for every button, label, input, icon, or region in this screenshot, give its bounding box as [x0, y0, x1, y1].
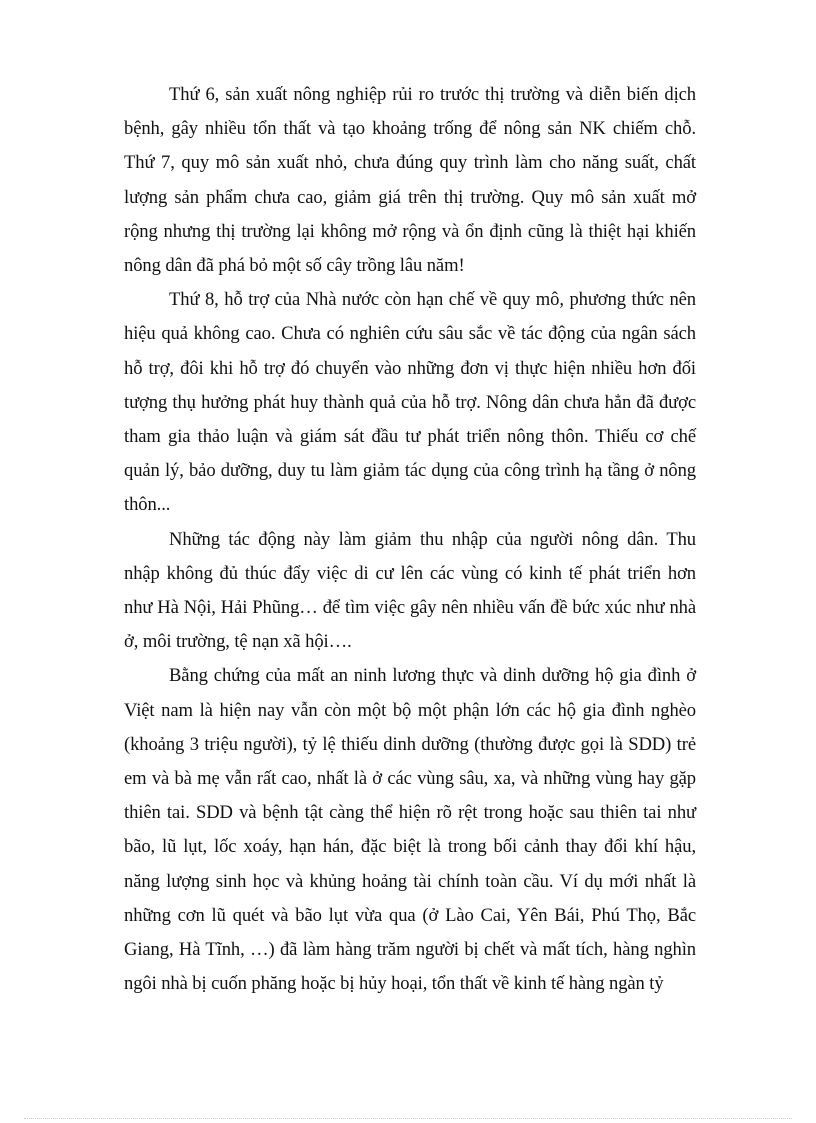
text-line: nông dân đã phá bỏ một số cây trồng lâu năm!: [124, 255, 465, 277]
text-line: bão, lũ lụt, lốc xoáy, hạn hán, đặc biệt là trong bối cảnh thay đổi khí hậu,: [124, 836, 696, 858]
text-line: quản lý, bảo dưỡng, duy tu làm giảm tác dụng của công trình hạ tầng ở nông: [124, 460, 696, 482]
text-line: ngôi nhà bị cuốn phăng hoặc bị hủy hoại, tổn thất về kinh tế hàng ngàn tỷ: [124, 973, 664, 995]
paragraph: [124, 659, 696, 1001]
text-line: hiệu quả không cao. Chưa có nghiên cứu sâu sắc về tác động của ngân sách: [124, 323, 696, 345]
text-line: Giang, Hà Tĩnh, …) đã làm hàng trăm người bị chết và mất tích, hàng nghìn: [124, 939, 696, 961]
text-line: lượng sản phẩm chưa cao, giảm giá trên thị trường. Quy mô sản xuất mở: [124, 186, 696, 208]
text-line: Việt nam là hiện nay vẫn còn một bộ một phận lớn các hộ gia đình nghèo: [124, 699, 696, 721]
paragraph: [124, 78, 696, 283]
text-line: như Hà Nội, Hải Phũng… để tìm việc gây nên nhiều vấn đề bức xúc như nhà: [124, 597, 696, 619]
document-body: [124, 78, 696, 1001]
text-line: nhập không đủ thúc đẩy việc di cư lên các vùng có kinh tế phát triển hơn: [124, 562, 696, 584]
text-line: bệnh, gây nhiều tổn thất và tạo khoảng trống để nông sản NK chiếm chỗ.: [124, 118, 696, 140]
text-line: năng lượng sinh học và khủng hoảng tài chính toàn cầu. Ví dụ mới nhất là: [124, 870, 696, 892]
text-line: (khoảng 3 triệu người), tỷ lệ thiếu dinh dưỡng (thường được gọi là SDD) trẻ: [124, 733, 696, 755]
text-line: Bằng chứng của mất an ninh lương thực và dinh dưỡng hộ gia đình ở: [169, 665, 696, 687]
text-line: ở, môi trường, tệ nạn xã hội….: [124, 631, 352, 653]
text-line: Những tác động này làm giảm thu nhập của người nông dân. Thu: [169, 528, 696, 550]
text-line: hỗ trợ, đôi khi hỗ trợ đó chuyển vào những đơn vị thực hiện nhiều hơn đối: [124, 357, 696, 379]
text-line: em và bà mẹ vẫn rất cao, nhất là ở các vùng sâu, xa, và những vùng hay gặp: [124, 768, 696, 790]
page-bottom-border: [24, 1118, 792, 1119]
paragraph: [124, 283, 696, 522]
text-line: Thứ 7, quy mô sản xuất nhỏ, chưa đúng quy trình làm cho năng suất, chất: [124, 152, 696, 174]
text-line: những cơn lũ quét và bão lụt vừa qua (ở Lào Cai, Yên Bái, Phú Thọ, Bắc: [124, 904, 696, 926]
text-line: Thứ 6, sản xuất nông nghiệp rủi ro trước thị trường và diễn biến dịch: [169, 84, 696, 105]
text-line: rộng nhưng thị trường lại không mở rộng và ổn định cũng là thiệt hại khiến: [124, 220, 696, 242]
text-line: tham gia thảo luận và giám sát đầu tư phát triển nông thôn. Thiếu cơ chế: [124, 426, 696, 448]
text-line: tượng thụ hưởng phát huy thành quả của hỗ trợ. Nông dân chưa hẳn đã được: [124, 391, 696, 413]
paragraph: [124, 523, 696, 660]
text-line: thôn...: [124, 494, 171, 516]
text-line: Thứ 8, hỗ trợ của Nhà nước còn hạn chế về quy mô, phương thức nên: [169, 289, 696, 311]
text-line: thiên tai. SDD và bệnh tật càng thể hiện rõ rệt trong hoặc sau thiên tai như: [124, 802, 696, 824]
